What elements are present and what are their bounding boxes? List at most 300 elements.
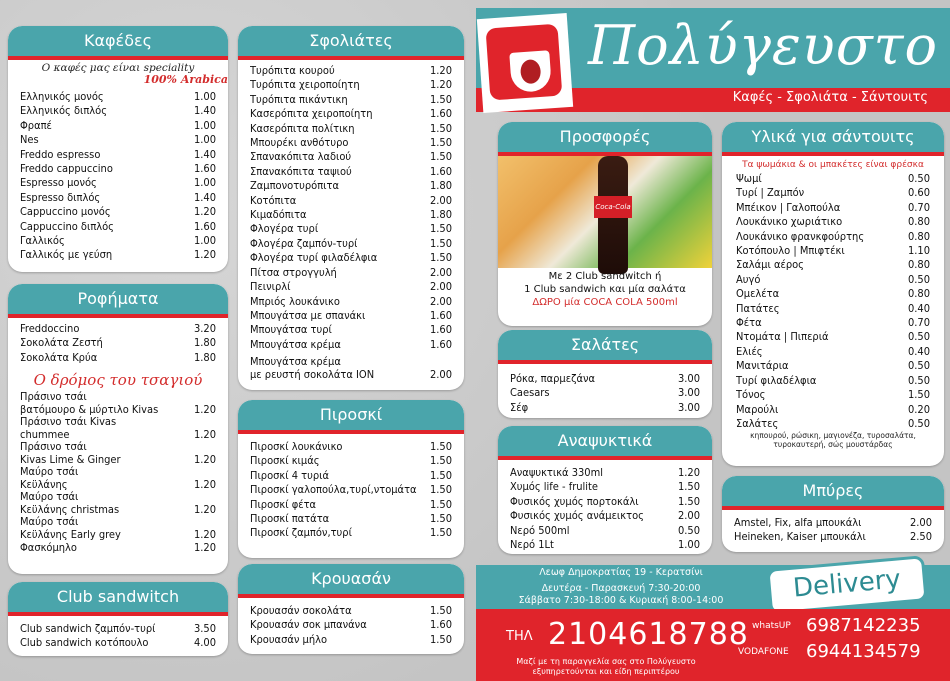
item-name: Μπουγάτσα με σπανάκι xyxy=(250,308,366,322)
item-name: Λουκάνικο χωριάτικο xyxy=(736,215,843,229)
item-name: Cappuccino μονός xyxy=(20,205,111,219)
item-price: 0.40 xyxy=(907,344,930,358)
item-name: Γαλλικός xyxy=(20,234,65,248)
item-name: Freddoccino xyxy=(20,322,80,335)
beers-list xyxy=(722,510,944,549)
item-price: 1.60 xyxy=(429,308,452,322)
item-name: Τυρόπιτα πικάντικη xyxy=(250,92,348,106)
ingredients-footnote: κηπουρού, ρώσικη, μαγιονέζα, τυροσαλάτα, τυροκαυτερή, σώς μουστάρδας xyxy=(750,431,916,450)
item-name: Σοκολάτα Ζεστή xyxy=(20,336,103,350)
item-name: Τόνος xyxy=(736,388,766,402)
item-price: 3.00 xyxy=(677,400,700,414)
item-name: Kivas Lime & Ginger xyxy=(20,452,121,466)
item-price: 2.00 xyxy=(429,265,452,279)
item-price: 0.50 xyxy=(907,330,930,344)
item-name: Πιροσκί πατάτα xyxy=(250,512,330,526)
coffee-card xyxy=(8,26,228,272)
item-price: 1.40 xyxy=(193,190,216,204)
item-price: 1.60 xyxy=(429,337,452,351)
menu-row xyxy=(736,287,930,301)
item-price: 1.20 xyxy=(193,402,216,416)
item-name: Κοτόπουλο | Μπιφτέκι xyxy=(736,244,845,258)
item-price: 0.50 xyxy=(907,359,930,373)
menu-row xyxy=(736,403,930,417)
item-price: 0.60 xyxy=(907,186,930,200)
item-name: Μαρούλι xyxy=(736,402,779,416)
menu-row xyxy=(20,220,216,234)
menu-row xyxy=(250,165,452,179)
item-name: Πίτσα στρογγυλή xyxy=(250,265,337,279)
menu-row xyxy=(20,516,216,541)
item-name: chummee xyxy=(20,427,70,441)
beers-title: Μπύρες xyxy=(722,476,944,510)
item-name: Πιροσκί κιμάς xyxy=(250,454,320,468)
item-name: Κασερόπιτα πολίτικη xyxy=(250,121,355,135)
item-name: με ρευστή σοκολάτα ΙΟΝ xyxy=(250,367,375,381)
item-price: 1.50 xyxy=(429,512,452,526)
item-name: Σοκολάτα Κρύα xyxy=(20,350,98,364)
pies-card xyxy=(238,26,464,390)
menu-row xyxy=(736,186,930,200)
vodafone-label: VODAFONE xyxy=(738,647,789,657)
menu-row xyxy=(20,336,216,350)
item-name: Μαύρο τσάι xyxy=(20,516,79,529)
club-card xyxy=(8,582,228,656)
item-name: Πράσινο τσάι Kivas xyxy=(20,416,117,429)
item-name: Κεϋλάνης Early grey xyxy=(20,527,121,541)
menu-row xyxy=(250,222,452,236)
menu-row xyxy=(736,302,930,316)
item-name: Espresso μονός xyxy=(20,176,97,190)
menu-row xyxy=(250,633,452,647)
delivery-badge: Delivery xyxy=(766,555,927,615)
item-price: 0.80 xyxy=(907,229,930,243)
item-price: 1.00 xyxy=(193,133,216,147)
menu-row xyxy=(510,372,700,386)
menu-row xyxy=(736,273,930,287)
item-price: 0.70 xyxy=(907,200,930,214)
item-name: Ελληνικός διπλός xyxy=(20,104,108,118)
item-name: Ελληνικός μονός xyxy=(20,90,104,103)
menu-row xyxy=(20,176,216,190)
salads-list xyxy=(498,364,712,418)
item-name: Ρόκα, παρμεζάνα xyxy=(510,372,596,385)
menu-row xyxy=(250,512,452,526)
menu-row xyxy=(20,441,216,466)
item-price: 2.00 xyxy=(429,294,452,308)
menu-row xyxy=(250,604,452,618)
menu-row xyxy=(736,330,930,344)
menu-row xyxy=(250,498,452,512)
contact-band xyxy=(476,609,950,681)
item-price: 1.20 xyxy=(193,502,216,516)
item-price: 1.20 xyxy=(677,466,700,479)
menu-row xyxy=(20,466,216,491)
menu-row xyxy=(250,338,452,352)
item-price: 1.00 xyxy=(193,118,216,132)
croissant-card xyxy=(238,564,464,654)
header xyxy=(476,8,950,112)
coffee-title: Καφέδες xyxy=(8,26,228,60)
menu-row xyxy=(250,179,452,193)
speciality-text: Ο καφές μας είναι speciality xyxy=(41,62,195,74)
menu-row xyxy=(736,316,930,330)
menu-row xyxy=(20,119,216,133)
item-price: 2.50 xyxy=(909,530,932,544)
menu-row xyxy=(20,148,216,162)
menu-row xyxy=(736,201,930,215)
item-price: 0.50 xyxy=(677,523,700,537)
item-name: Πιροσκί γαλοπούλα,τυρί,ντομάτα xyxy=(250,483,417,497)
item-price: 0.50 xyxy=(907,373,930,387)
menu-row xyxy=(734,530,932,544)
item-name: Freddo cappuccino xyxy=(20,162,113,176)
address: Λεωφ Δημοκρατίας 19 - Κερατσίνι xyxy=(539,567,703,578)
coffee-list xyxy=(8,86,228,267)
item-price: 2.00 xyxy=(429,367,452,381)
menu-row xyxy=(250,93,452,107)
item-price: 1.50 xyxy=(907,388,930,402)
vodafone-number[interactable]: 6944134579 xyxy=(806,641,921,662)
item-name: Πιροσκί φέτα xyxy=(250,497,317,511)
offers-card xyxy=(498,122,712,326)
item-name: Φλογέρα ζαμπόν-τυρί xyxy=(250,236,358,250)
item-price: 1.50 xyxy=(429,222,452,236)
menu-row xyxy=(20,133,216,147)
item-name: Μπουρέκι ανθότυρο xyxy=(250,136,349,150)
menu-row xyxy=(20,191,216,205)
item-price: 1.20 xyxy=(193,541,216,555)
tagline: Καφές - Σφολιάτα - Σάντουιτς xyxy=(732,90,928,105)
item-name: Φλογέρα τυρί xyxy=(250,222,319,236)
menu-row xyxy=(250,454,452,468)
item-name: Κοτόπιτα xyxy=(250,193,297,207)
ingredients-card xyxy=(722,122,944,466)
item-name: Πατάτες xyxy=(736,301,780,315)
menu-row xyxy=(510,401,700,415)
menu-row xyxy=(20,90,216,104)
contact-note xyxy=(476,657,736,677)
menu-row xyxy=(20,205,216,219)
item-name: Σαλάμι αέρος xyxy=(736,258,804,272)
item-price: 1.20 xyxy=(429,64,452,77)
item-name: Ελιές xyxy=(736,344,763,358)
item-price: 1.60 xyxy=(193,219,216,233)
menu-row xyxy=(510,538,700,552)
drinks-title: Ροφήματα xyxy=(8,284,228,318)
menu-row xyxy=(20,416,216,441)
menu-row xyxy=(510,480,700,494)
item-name: Ψωμί xyxy=(736,172,762,185)
item-price: 1.20 xyxy=(193,427,216,441)
item-name: Club sandwich κοτόπουλο xyxy=(20,636,149,650)
menu-row xyxy=(20,491,216,516)
item-price: 1.50 xyxy=(429,497,452,511)
item-name: Λουκάνικο φρανκφούρτης xyxy=(736,229,865,243)
item-name: Τυρόπιτα χειροποίητη xyxy=(250,78,360,92)
item-name: Heineken, Kaiser μπουκάλι xyxy=(734,530,866,544)
offer-text xyxy=(498,270,712,309)
menu-row xyxy=(736,388,930,402)
item-name: Μπουγάτσα κρέμα xyxy=(250,356,341,369)
menu-row xyxy=(250,150,452,164)
item-price: 1.50 xyxy=(429,251,452,265)
item-price: 1.50 xyxy=(429,236,452,250)
menu-row xyxy=(250,122,452,136)
tel-label: ΤΗΛ xyxy=(506,629,533,644)
menu-row xyxy=(250,356,452,381)
item-price: 1.60 xyxy=(193,162,216,176)
item-name: Freddo espresso xyxy=(20,147,101,161)
item-price: 1.40 xyxy=(193,104,216,118)
item-name: Ζαμπονοτυρόπιτα xyxy=(250,179,339,193)
menu-row xyxy=(250,251,452,265)
item-price: 4.00 xyxy=(193,636,216,650)
item-price: 1.20 xyxy=(193,452,216,466)
item-name: Κασερόπιτα χειροποίητη xyxy=(250,107,373,121)
item-price: 0.80 xyxy=(907,287,930,301)
item-price: 0.80 xyxy=(907,258,930,272)
menu-row xyxy=(736,374,930,388)
item-price: 1.40 xyxy=(193,147,216,161)
item-name: Νερό 500ml xyxy=(510,523,570,537)
item-price: 1.80 xyxy=(193,336,216,350)
item-name: Amstel, Fix, alfa μπουκάλι xyxy=(734,516,862,529)
drinks-list xyxy=(8,318,228,369)
hours-weekdays: Δευτέρα - Παρασκευή 7:30-20:00 xyxy=(541,583,701,594)
menu-row xyxy=(20,234,216,248)
item-price: 1.50 xyxy=(677,494,700,508)
item-name: Πιροσκί λουκάνικο xyxy=(250,440,343,453)
club-list xyxy=(8,616,228,655)
arabica-text: 100% Arabica xyxy=(143,73,228,86)
item-name: Caesars xyxy=(510,386,550,400)
item-price: 0.80 xyxy=(907,215,930,229)
menu-row xyxy=(250,440,452,454)
item-price: 1.50 xyxy=(677,480,700,494)
item-price: 1.60 xyxy=(429,323,452,337)
item-name: Πιροσκί 4 τυριά xyxy=(250,468,329,482)
item-price: 3.50 xyxy=(193,622,216,635)
menu-row xyxy=(20,248,216,262)
salads-card xyxy=(498,330,712,418)
item-name: Νερό 1Lt xyxy=(510,538,554,552)
item-name: Μαύρο τσάι xyxy=(20,491,79,504)
item-price: 1.50 xyxy=(429,150,452,164)
menu-row xyxy=(250,323,452,337)
item-price: 0.50 xyxy=(907,272,930,286)
item-price: 1.20 xyxy=(193,248,216,262)
ingredients-title: Υλικά για σάντουιτς xyxy=(722,122,944,156)
item-price: 3.20 xyxy=(193,322,216,335)
item-price: 2.00 xyxy=(429,280,452,294)
logo xyxy=(477,13,573,113)
item-price: 1.50 xyxy=(429,526,452,540)
item-name: βατόμουρο & μύρτιλο Kivas xyxy=(20,402,159,416)
softdrinks-list xyxy=(498,460,712,554)
item-name: Σαλάτες xyxy=(736,416,779,430)
logo-cup-icon xyxy=(486,24,563,101)
item-price: 1.20 xyxy=(193,205,216,219)
item-name: Φυσικός χυμός πορτοκάλι xyxy=(510,494,639,508)
ingredients-list xyxy=(722,170,944,431)
menu-row xyxy=(510,509,700,523)
item-name: Κρουασάν μήλο xyxy=(250,632,328,646)
item-price: 1.00 xyxy=(193,176,216,190)
contact-note-2: εξυπηρετούνται και είδη περιπτέρου xyxy=(532,667,680,676)
item-name: Φλογέρα τυρί φιλαδέλφια xyxy=(250,251,378,265)
club-title: Club sandwitch xyxy=(8,582,228,616)
item-name: Μπουγάτσα τυρί xyxy=(250,323,332,337)
menu-row xyxy=(736,230,930,244)
item-name: Κεϋλάνης christmas xyxy=(20,502,120,516)
softdrinks-card xyxy=(498,426,712,554)
item-name: Πεινιρλί xyxy=(250,280,291,294)
item-name: Κρουασάν σοκολάτα xyxy=(250,604,352,617)
item-price: 1.20 xyxy=(193,477,216,491)
menu-row xyxy=(250,483,452,497)
piroski-card xyxy=(238,400,464,558)
offer-line-2: 1 Club sandwich και μία σαλάτα xyxy=(524,284,686,295)
item-price: 0.70 xyxy=(907,316,930,330)
item-name: Σέφ xyxy=(510,400,529,414)
item-name: Club sandwich ζαμπόν-τυρί xyxy=(20,622,156,635)
item-price: 1.80 xyxy=(429,179,452,193)
item-price: 1.80 xyxy=(193,350,216,364)
item-name: Μανιτάρια xyxy=(736,359,789,373)
item-price: 1.20 xyxy=(429,78,452,92)
whatsup-number[interactable]: 6987142235 xyxy=(806,615,921,636)
tea-list xyxy=(8,391,228,559)
item-name: Φέτα xyxy=(736,316,762,330)
croissant-title: Κρουασάν xyxy=(238,564,464,598)
menu-row xyxy=(20,104,216,118)
offers-title: Προσφορές xyxy=(498,122,712,156)
piroski-title: Πιροσκί xyxy=(238,400,464,434)
offer-line-1: Με 2 Club sandwitch ή xyxy=(548,271,662,282)
salads-title: Σαλάτες xyxy=(498,330,712,364)
item-name: Πράσινο τσάι xyxy=(20,391,87,404)
menu-row xyxy=(20,322,216,336)
item-name: Σπανακόπιτα λαδιού xyxy=(250,150,352,164)
item-name: Αυγό xyxy=(736,272,761,286)
menu-row xyxy=(250,78,452,92)
menu-row xyxy=(20,351,216,365)
menu-row xyxy=(736,417,930,431)
item-price: 1.50 xyxy=(429,136,452,150)
item-price: 1.50 xyxy=(429,604,452,617)
item-price: 0.50 xyxy=(907,172,930,185)
item-price: 2.00 xyxy=(429,193,452,207)
menu-row xyxy=(20,162,216,176)
item-name: Κρουασάν σοκ μπανάνα xyxy=(250,618,367,632)
tel-number[interactable]: 2104618788 xyxy=(548,617,749,652)
item-name: Τυρί φιλαδέλφια xyxy=(736,373,817,387)
pies-list xyxy=(238,60,464,356)
menu-row xyxy=(20,391,216,416)
croissant-list xyxy=(238,598,464,651)
piroski-list xyxy=(238,434,464,545)
menu-row xyxy=(250,136,452,150)
item-price: 1.10 xyxy=(907,244,930,258)
item-price: 1.00 xyxy=(677,538,700,552)
item-price: 1.60 xyxy=(429,107,452,121)
drinks-card xyxy=(8,284,228,574)
item-price: 1.20 xyxy=(193,527,216,541)
item-name: Φυσικός χυμός ανάμεικτος xyxy=(510,509,644,523)
menu-row xyxy=(736,359,930,373)
offer-line-3: ΔΩΡΟ μία COCA COLA 500ml xyxy=(532,297,678,308)
menu-row xyxy=(250,237,452,251)
item-name: Nes xyxy=(20,133,39,147)
menu-row xyxy=(510,495,700,509)
item-price: 1.50 xyxy=(429,468,452,482)
menu-row xyxy=(736,172,930,186)
item-price: 3.00 xyxy=(677,386,700,400)
softdrinks-title: Αναψυκτικά xyxy=(498,426,712,460)
menu-row xyxy=(250,194,452,208)
menu-row xyxy=(510,466,700,480)
hours-weekend: Σάββατο 7:30-18:00 & Κυριακή 8:00-14:00 xyxy=(518,595,724,606)
item-name: Ντομάτα | Πιπεριά xyxy=(736,330,829,344)
item-price: 1.60 xyxy=(429,164,452,178)
menu-row xyxy=(250,295,452,309)
item-price: 0.50 xyxy=(907,416,930,430)
item-name: Τυρόπιτα κουρού xyxy=(250,64,335,77)
item-price: 1.50 xyxy=(429,454,452,468)
menu-row xyxy=(250,266,452,280)
beers-card xyxy=(722,476,944,552)
item-price: 1.80 xyxy=(429,208,452,222)
menu-row xyxy=(250,107,452,121)
pies-last xyxy=(238,356,464,385)
item-price: 1.50 xyxy=(429,92,452,106)
item-price: 0.20 xyxy=(907,402,930,416)
menu-row xyxy=(20,541,216,555)
item-name: Πιροσκί ζαμπόν,τυρί xyxy=(250,526,352,540)
tea-script: Ο δρόμος του τσαγιού xyxy=(33,371,203,390)
item-name: Χυμός life - frulite xyxy=(510,480,599,494)
item-name: Μπέικον | Γαλοπούλα xyxy=(736,200,841,214)
item-name: Αναψυκτικά 330ml xyxy=(510,466,603,479)
item-name: Γαλλικός με γεύση xyxy=(20,248,113,262)
whatsup-label: whatsUP xyxy=(752,621,791,631)
item-price: 1.50 xyxy=(429,483,452,497)
item-name: Μπριός λουκάνικο xyxy=(250,294,340,308)
menu-row xyxy=(510,524,700,538)
item-name: Φασκόμηλο xyxy=(20,541,77,555)
item-name: Μαύρο τσάι xyxy=(20,466,79,479)
item-name: Φραπέ xyxy=(20,118,52,132)
cola-label: Coca-Cola xyxy=(594,196,632,218)
item-price: 2.00 xyxy=(677,509,700,523)
item-price: 1.50 xyxy=(429,121,452,135)
menu-row xyxy=(250,469,452,483)
menu-row xyxy=(734,516,932,530)
menu-row xyxy=(510,386,700,400)
menu-row xyxy=(250,64,452,78)
item-price: 0.40 xyxy=(907,301,930,315)
item-name: Μπουγάτσα κρέμα xyxy=(250,337,341,351)
menu-row xyxy=(250,280,452,294)
contact-note-1: Μαζί με τη παραγγελία σας στο Πολύγευστο xyxy=(516,657,696,666)
item-price: 1.00 xyxy=(193,90,216,103)
menu-row xyxy=(736,345,930,359)
ingredients-note: Τα ψωμάκια & οι μπακέτες είναι φρέσκα xyxy=(742,160,924,170)
brand-name: Πολύγευστο xyxy=(588,14,938,77)
item-price: 3.00 xyxy=(677,372,700,385)
item-name: Ομελέτα xyxy=(736,287,780,301)
